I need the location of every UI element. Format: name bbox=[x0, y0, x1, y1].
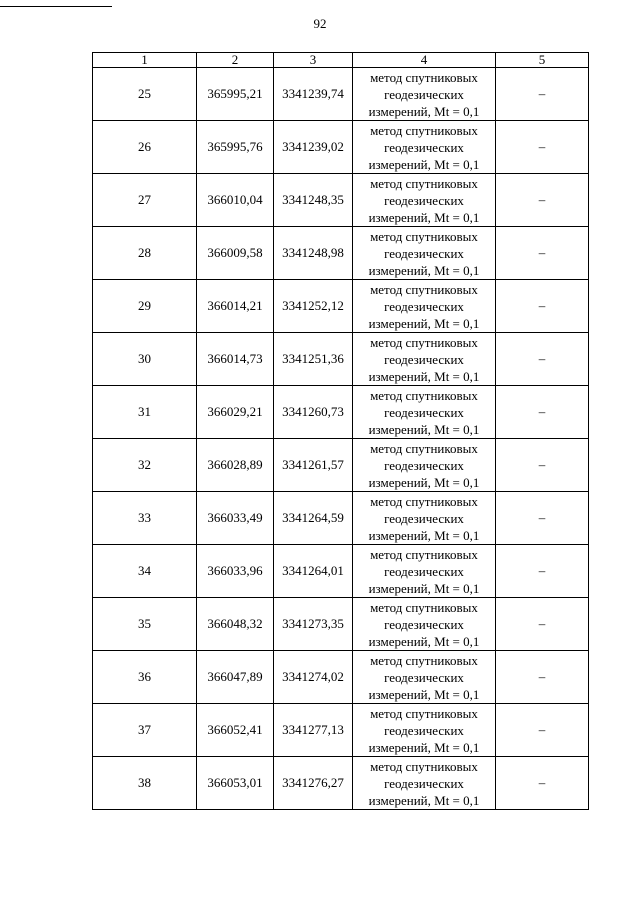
point-number-cell: 35 bbox=[93, 598, 197, 651]
method-cell bbox=[353, 280, 496, 333]
y-coordinate-cell: 3341252,12 bbox=[274, 280, 353, 333]
table-row bbox=[93, 121, 589, 174]
method-cell bbox=[353, 757, 496, 810]
method-line: геодезических bbox=[384, 563, 464, 579]
method-cell bbox=[353, 68, 496, 121]
method-cell bbox=[353, 492, 496, 545]
column-header: 3 bbox=[274, 53, 353, 68]
note-cell: – bbox=[496, 704, 589, 757]
x-coordinate-cell: 366033,96 bbox=[197, 545, 274, 598]
note-cell: – bbox=[496, 121, 589, 174]
method-line: геодезических bbox=[384, 86, 464, 102]
method-line: измерений, Mt = 0,1 bbox=[368, 633, 480, 649]
method-line: измерений, Mt = 0,1 bbox=[368, 103, 480, 119]
table-row bbox=[93, 492, 589, 545]
y-coordinate-cell: 3341248,98 bbox=[274, 227, 353, 280]
top-rule bbox=[0, 6, 112, 7]
method-line: геодезических bbox=[384, 192, 464, 208]
method-cell bbox=[353, 598, 496, 651]
note-cell: – bbox=[496, 386, 589, 439]
method-line: геодезических bbox=[384, 775, 464, 791]
method-line: измерений, Mt = 0,1 bbox=[368, 209, 480, 225]
table-row bbox=[93, 174, 589, 227]
method-line: геодезических bbox=[384, 351, 464, 367]
method-line: метод спутниковых bbox=[370, 652, 478, 668]
y-coordinate-cell: 3341248,35 bbox=[274, 174, 353, 227]
method-line: измерений, Mt = 0,1 bbox=[368, 421, 480, 437]
note-cell: – bbox=[496, 280, 589, 333]
method-cell bbox=[353, 386, 496, 439]
point-number-cell: 27 bbox=[93, 174, 197, 227]
point-number-cell: 37 bbox=[93, 704, 197, 757]
method-line: геодезических bbox=[384, 245, 464, 261]
method-cell bbox=[353, 545, 496, 598]
method-line: метод спутниковых bbox=[370, 387, 478, 403]
note-cell: – bbox=[496, 68, 589, 121]
x-coordinate-cell: 366010,04 bbox=[197, 174, 274, 227]
point-number-cell: 26 bbox=[93, 121, 197, 174]
note-cell: – bbox=[496, 757, 589, 810]
y-coordinate-cell: 3341276,27 bbox=[274, 757, 353, 810]
y-coordinate-cell: 3341274,02 bbox=[274, 651, 353, 704]
method-cell bbox=[353, 121, 496, 174]
x-coordinate-cell: 366014,21 bbox=[197, 280, 274, 333]
method-cell bbox=[353, 439, 496, 492]
y-coordinate-cell: 3341239,02 bbox=[274, 121, 353, 174]
table-row bbox=[93, 68, 589, 121]
x-coordinate-cell: 366009,58 bbox=[197, 227, 274, 280]
method-line: измерений, Mt = 0,1 bbox=[368, 315, 480, 331]
method-line: метод спутниковых bbox=[370, 758, 478, 774]
y-coordinate-cell: 3341264,01 bbox=[274, 545, 353, 598]
method-line: измерений, Mt = 0,1 bbox=[368, 792, 480, 808]
x-coordinate-cell: 366053,01 bbox=[197, 757, 274, 810]
note-cell: – bbox=[496, 333, 589, 386]
method-line: метод спутниковых bbox=[370, 122, 478, 138]
y-coordinate-cell: 3341260,73 bbox=[274, 386, 353, 439]
method-line: метод спутниковых bbox=[370, 281, 478, 297]
y-coordinate-cell: 3341261,57 bbox=[274, 439, 353, 492]
note-cell: – bbox=[496, 492, 589, 545]
method-cell bbox=[353, 333, 496, 386]
x-coordinate-cell: 366047,89 bbox=[197, 651, 274, 704]
method-line: метод спутниковых bbox=[370, 175, 478, 191]
method-line: измерений, Mt = 0,1 bbox=[368, 262, 480, 278]
page-number: 92 bbox=[313, 16, 327, 31]
method-cell bbox=[353, 174, 496, 227]
x-coordinate-cell: 366052,41 bbox=[197, 704, 274, 757]
method-line: измерений, Mt = 0,1 bbox=[368, 368, 480, 384]
point-number-cell: 32 bbox=[93, 439, 197, 492]
note-cell: – bbox=[496, 174, 589, 227]
x-coordinate-cell: 366033,49 bbox=[197, 492, 274, 545]
point-number-cell: 34 bbox=[93, 545, 197, 598]
note-cell: – bbox=[496, 545, 589, 598]
coordinates-table bbox=[92, 52, 589, 810]
method-line: метод спутниковых bbox=[370, 546, 478, 562]
table-row bbox=[93, 598, 589, 651]
point-number-cell: 38 bbox=[93, 757, 197, 810]
method-line: метод спутниковых bbox=[370, 599, 478, 615]
method-line: геодезических bbox=[384, 298, 464, 314]
method-line: метод спутниковых bbox=[370, 493, 478, 509]
method-line: метод спутниковых bbox=[370, 705, 478, 721]
method-cell bbox=[353, 651, 496, 704]
table-row bbox=[93, 704, 589, 757]
method-line: измерений, Mt = 0,1 bbox=[368, 739, 480, 755]
method-cell bbox=[353, 227, 496, 280]
point-number-cell: 30 bbox=[93, 333, 197, 386]
column-header: 1 bbox=[93, 53, 197, 68]
method-line: геодезических bbox=[384, 510, 464, 526]
x-coordinate-cell: 365995,76 bbox=[197, 121, 274, 174]
table-row bbox=[93, 333, 589, 386]
point-number-cell: 25 bbox=[93, 68, 197, 121]
method-line: метод спутниковых bbox=[370, 334, 478, 350]
method-line: метод спутниковых bbox=[370, 228, 478, 244]
point-number-cell: 28 bbox=[93, 227, 197, 280]
method-line: измерений, Mt = 0,1 bbox=[368, 474, 480, 490]
y-coordinate-cell: 3341239,74 bbox=[274, 68, 353, 121]
method-line: геодезических bbox=[384, 457, 464, 473]
y-coordinate-cell: 3341264,59 bbox=[274, 492, 353, 545]
x-coordinate-cell: 366014,73 bbox=[197, 333, 274, 386]
x-coordinate-cell: 366048,32 bbox=[197, 598, 274, 651]
method-line: измерений, Mt = 0,1 bbox=[368, 686, 480, 702]
method-line: метод спутниковых bbox=[370, 69, 478, 85]
y-coordinate-cell: 3341251,36 bbox=[274, 333, 353, 386]
table-row bbox=[93, 386, 589, 439]
method-line: геодезических bbox=[384, 139, 464, 155]
table-row bbox=[93, 651, 589, 704]
method-cell bbox=[353, 704, 496, 757]
method-line: измерений, Mt = 0,1 bbox=[368, 156, 480, 172]
column-header: 2 bbox=[197, 53, 274, 68]
table-row bbox=[93, 439, 589, 492]
point-number-cell: 36 bbox=[93, 651, 197, 704]
y-coordinate-cell: 3341273,35 bbox=[274, 598, 353, 651]
method-line: измерений, Mt = 0,1 bbox=[368, 527, 480, 543]
method-line: геодезических bbox=[384, 616, 464, 632]
note-cell: – bbox=[496, 598, 589, 651]
table-row bbox=[93, 227, 589, 280]
point-number-cell: 29 bbox=[93, 280, 197, 333]
table-row bbox=[93, 545, 589, 598]
method-line: метод спутниковых bbox=[370, 440, 478, 456]
note-cell: – bbox=[496, 227, 589, 280]
note-cell: – bbox=[496, 439, 589, 492]
x-coordinate-cell: 366028,89 bbox=[197, 439, 274, 492]
x-coordinate-cell: 365995,21 bbox=[197, 68, 274, 121]
method-line: геодезических bbox=[384, 722, 464, 738]
x-coordinate-cell: 366029,21 bbox=[197, 386, 274, 439]
method-line: геодезических bbox=[384, 404, 464, 420]
y-coordinate-cell: 3341277,13 bbox=[274, 704, 353, 757]
column-header: 5 bbox=[496, 53, 589, 68]
table-row bbox=[93, 280, 589, 333]
column-header: 4 bbox=[353, 53, 496, 68]
table-header-row bbox=[93, 53, 589, 68]
method-line: геодезических bbox=[384, 669, 464, 685]
point-number-cell: 33 bbox=[93, 492, 197, 545]
note-cell: – bbox=[496, 651, 589, 704]
point-number-cell: 31 bbox=[93, 386, 197, 439]
method-line: измерений, Mt = 0,1 bbox=[368, 580, 480, 596]
table-row bbox=[93, 757, 589, 810]
